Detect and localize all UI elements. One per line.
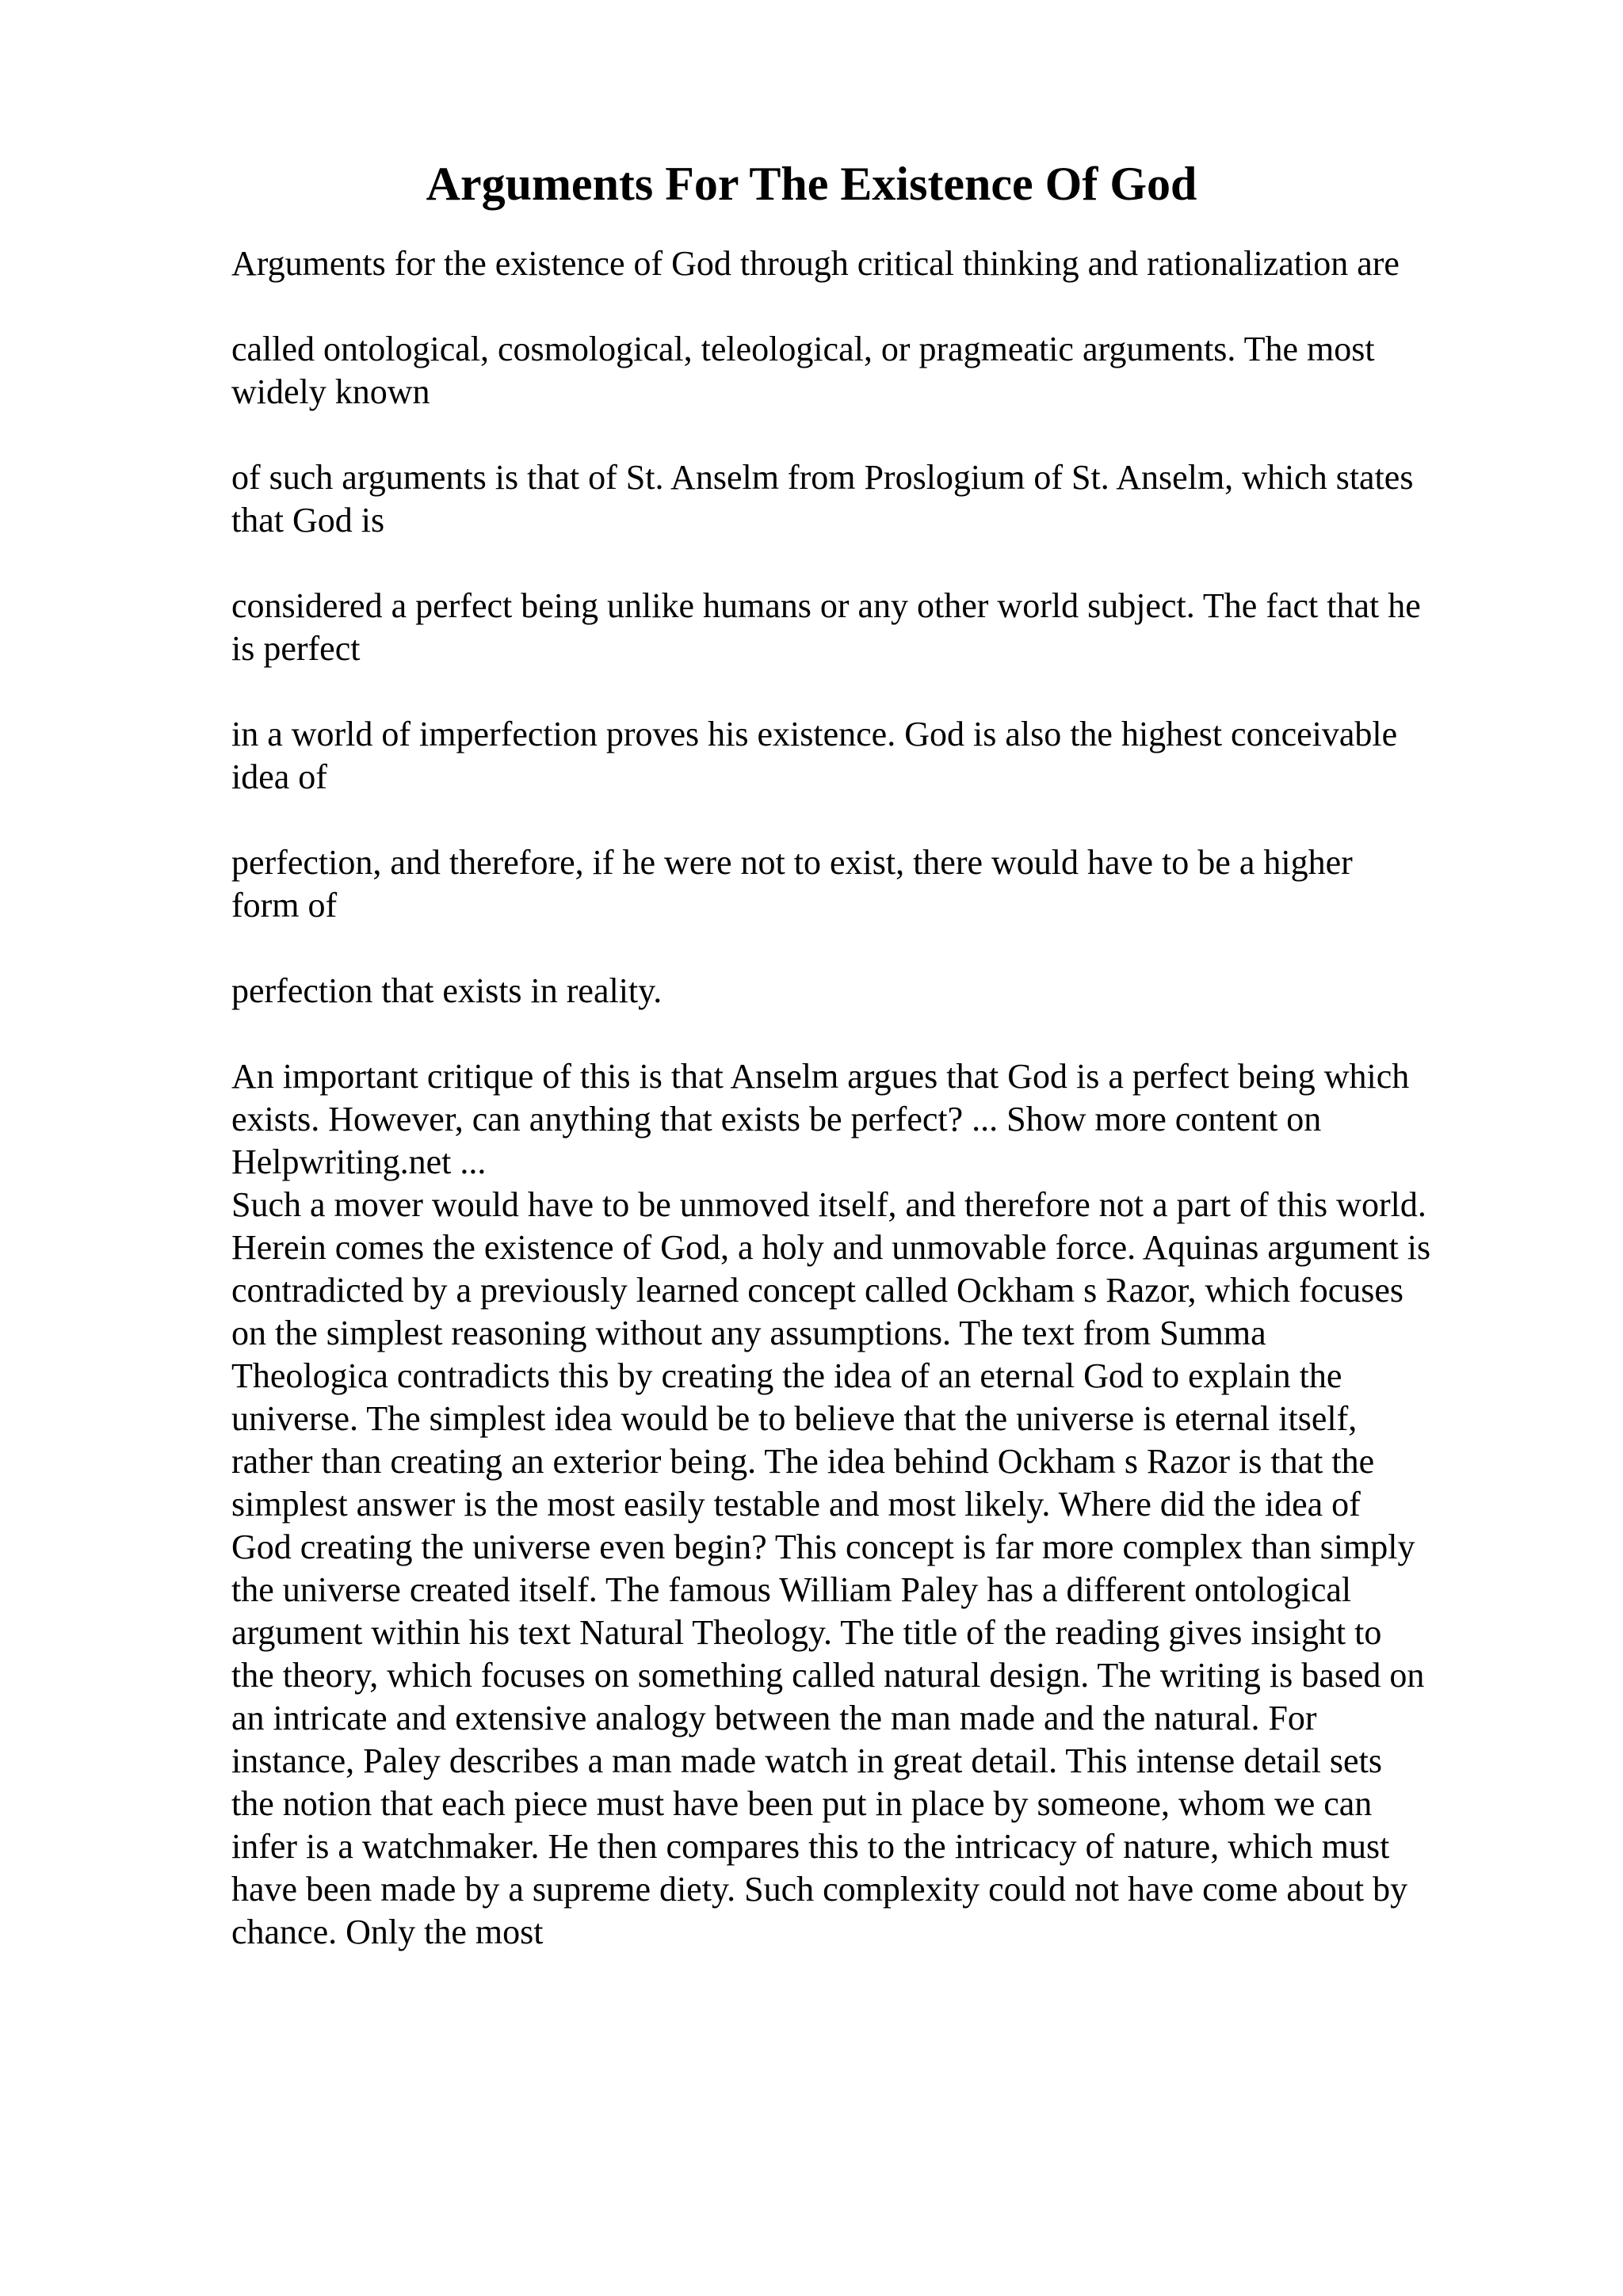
paragraph-6: perfection, and therefore, if he were not to exist, there would have to be a higher form of <box>231 843 1353 925</box>
paragraph-4: considered a perfect being unlike humans or any other world subject. The fact that he is perfect <box>231 586 1421 668</box>
document-body <box>231 242 1515 1954</box>
paragraph-2: called ontological, cosmological, teleological, or pragmeatic arguments. The most widely known <box>231 330 1375 411</box>
paragraph-3: of such arguments is that of St. Anselm from Proslogium of St. Anselm, which states that God is <box>231 458 1414 540</box>
document-title: Arguments For The Existence Of God <box>426 158 1197 210</box>
paragraph-5: in a world of imperfection proves his existence. God is also the highest conceivable idea of <box>231 715 1398 796</box>
paragraph-1: Arguments for the existence of God through critical thinking and rationalization are <box>231 244 1400 283</box>
paragraph-9: Such a mover would have to be unmoved itself, and therefore not a part of this world. Herein comes the existence of God, a holy and unmovable force. Aquinas argument is contradicted by a previously learned concept called Ockham s Razor, which focuses on the simplest reasoning without any assumptions. The text from Summa Theologica contradicts this by creating the idea of an eternal God to explain the universe. The simplest idea would be to believe that the universe is eternal itself, rather than creating an exterior being. The idea behind Ockham s Razor is that the simplest answer is the most easily testable and most likely. Where did the idea of God creating the universe even begin? This concept is far more complex than simply the universe created itself. The famous William Paley has a different ontological argument within his text Natural Theology. The title of the reading gives insight to the theory, which focuses on something called natural design. The writing is based on an intricate and extensive analogy between the man made and the natural. For instance, Paley describes a man made watch in great detail. This intense detail sets the notion that each piece must have been put in place by someone, whom we can infer is a watchmaker. He then compares this to the intricacy of nature, which must have been made by a supreme diety. Such complexity could not have come about by chance. Only the most <box>231 1185 1431 1951</box>
paragraph-8: An important critique of this is that Anselm argues that God is a perfect being which exists. However, can anything that exists be perfect? ... Show more content on Helpwriting.net ... <box>231 1057 1410 1181</box>
paragraph-7: perfection that exists in reality. <box>231 971 663 1010</box>
